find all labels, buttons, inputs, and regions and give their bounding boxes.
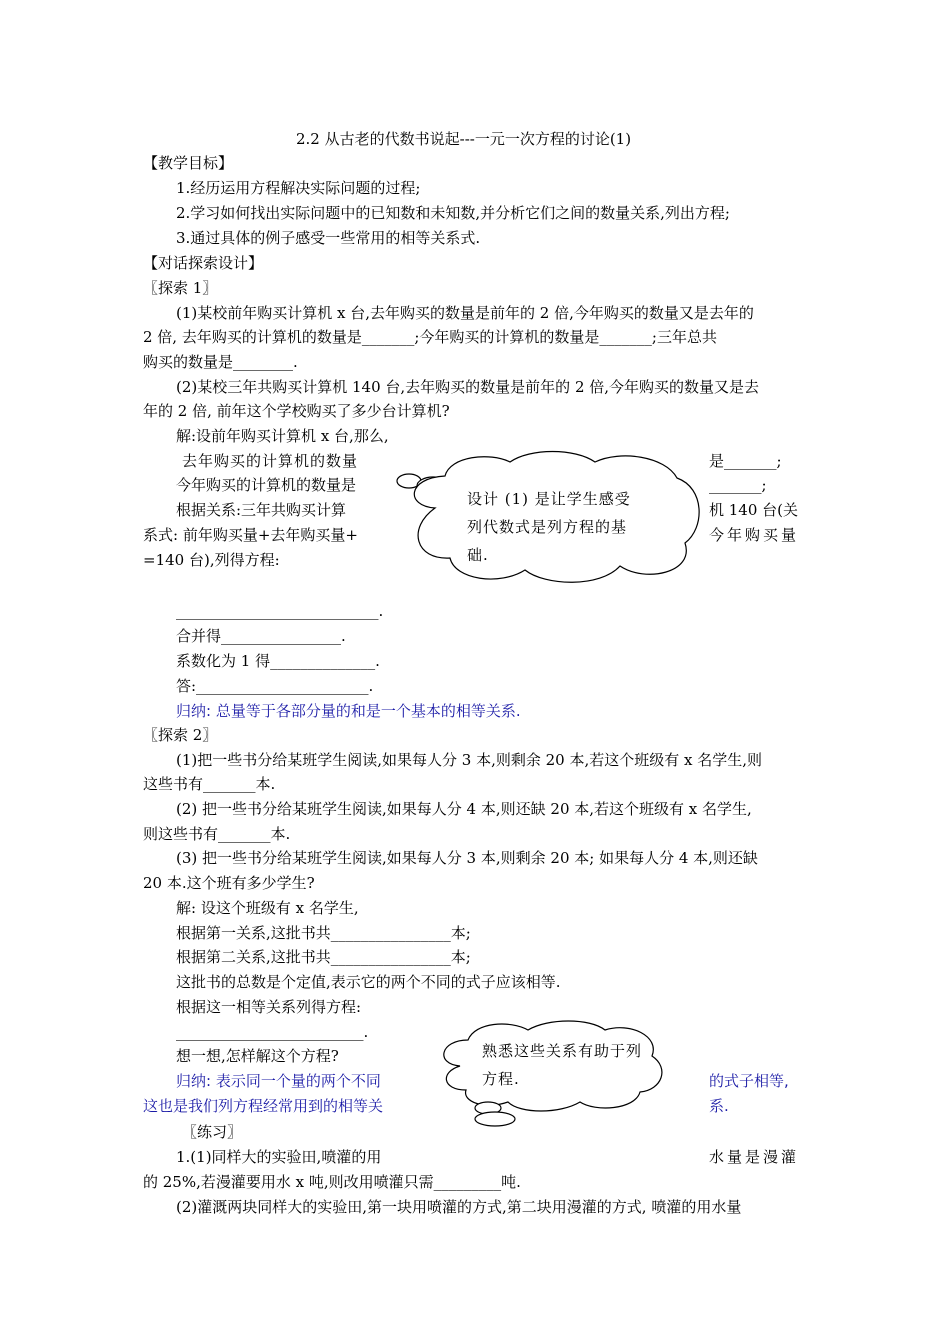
summary-text: 归纳: 表示同一个量的两个不同	[176, 1072, 381, 1090]
explore1-text: 今年购买量	[709, 526, 800, 544]
explore1-text: 系式: 前年购买量+去年购买量+	[143, 526, 358, 544]
explore2-text: 根据这一相等关系列得方程:	[176, 998, 362, 1016]
explore1-text: ___________________________.	[176, 602, 384, 620]
explore2-text: 这些书有_______本.	[143, 775, 276, 793]
design-heading: 【对话探索设计】	[143, 254, 264, 272]
explore2-text: 根据第二关系,这批书共________________本;	[176, 948, 471, 966]
explore1-text: 去年购买的计算机的数量	[182, 452, 359, 470]
explore2-text: _________________________.	[176, 1023, 369, 1041]
explore2-text: 根据第一关系,这批书共________________本;	[176, 924, 471, 942]
practice-heading: 〖练习〗	[182, 1123, 243, 1141]
summary-text: 归纳: 总量等于各部分量的和是一个基本的相等关系.	[176, 702, 521, 720]
explore1-text: =140 台),列得方程:	[143, 551, 280, 569]
goal-item: 1.经历运用方程解决实际问题的过程;	[176, 179, 421, 197]
explore1-text: 2 倍, 去年购买的计算机的数量是_______;今年购买的计算机的数量是_______;三年总共	[143, 328, 717, 346]
explore2-text: (2) 把一些书分给某班学生阅读,如果每人分 4 本,则还缺 20 本,若这个班级有 x 名学生,	[176, 800, 752, 818]
practice-text: 的 25%,若漫灌要用水 x 吨,则改用喷灌只需_________吨.	[143, 1173, 521, 1191]
explore1-text: 机 140 台(关	[709, 501, 799, 519]
summary-text: 系.	[709, 1097, 729, 1115]
explore2-text: (1)把一些书分给某班学生阅读,如果每人分 3 本,则剩余 20 本,若这个班级有 x 名学生,则	[176, 751, 763, 769]
explore2-heading: 〖探索 2〗	[143, 726, 218, 744]
goal-item: 2.学习如何找出实际问题中的已知数和未知数,并分析它们之间的数量关系,列出方程;	[176, 204, 730, 222]
bubble-note: 设计 (1) 是让学生感受列代数式是列方程的基础.	[467, 490, 631, 564]
explore2-text: 20 本.这个班有多少学生?	[143, 874, 315, 892]
explore1-text: 是_______;	[709, 452, 782, 470]
explore2-text: 则这些书有_______本.	[143, 825, 291, 843]
explore1-text: (1)某校前年购买计算机 x 台,去年购买的数量是前年的 2 倍,今年购买的数量又是去年的	[176, 304, 754, 322]
explore1-text: 根据关系:三年共购买计算	[176, 501, 347, 519]
explore1-text: 购买的数量是________.	[143, 353, 298, 371]
practice-text: (2)灌溉两块同样大的实验田,第一块用喷灌的方式,第二块用漫灌的方式, 喷灌的用水量	[176, 1198, 742, 1216]
explore1-heading: 〖探索 1〗	[143, 279, 218, 297]
practice-text: 水量是漫灌	[709, 1148, 800, 1166]
summary-text: 的式子相等,	[709, 1072, 789, 1090]
summary-text: 这也是我们列方程经常用到的相等关	[143, 1097, 384, 1115]
page-title: 2.2 从古老的代数书说起---一元一次方程的讨论(1)	[296, 130, 632, 148]
explore1-text: 解:设前年购买计算机 x 台,那么,	[176, 427, 389, 445]
bubble-note: 熟悉这些关系有助于列方程.	[482, 1042, 643, 1088]
explore1-text: 今年购买的计算机的数量是	[176, 476, 357, 494]
practice-text: 1.(1)同样大的实验田,喷灌的用	[176, 1148, 382, 1166]
explore1-text: 答:_______________________.	[176, 677, 374, 695]
goals-heading: 【教学目标】	[143, 154, 234, 172]
goal-item: 3.通过具体的例子感受一些常用的相等关系式.	[176, 229, 481, 247]
explore2-text: 解: 设这个班级有 x 名学生,	[176, 899, 359, 917]
explore1-text: (2)某校三年共购买计算机 140 台,去年购买的数量是前年的 2 倍,今年购买的数量又是去	[176, 378, 760, 396]
explore2-text: 这批书的总数是个定值,表示它的两个不同的式子应该相等.	[176, 973, 561, 991]
explore1-text: 合并得________________.	[176, 627, 346, 645]
explore2-text: 想一想,怎样解这个方程?	[176, 1047, 339, 1065]
explore2-text: (3) 把一些书分给某班学生阅读,如果每人分 3 本,则剩余 20 本; 如果每人分 4 本,则还缺	[176, 849, 758, 867]
explore1-text: 系数化为 1 得______________.	[176, 652, 380, 670]
explore1-text: 年的 2 倍, 前年这个学校购买了多少台计算机?	[143, 402, 450, 420]
explore1-text: _______;	[709, 476, 767, 494]
